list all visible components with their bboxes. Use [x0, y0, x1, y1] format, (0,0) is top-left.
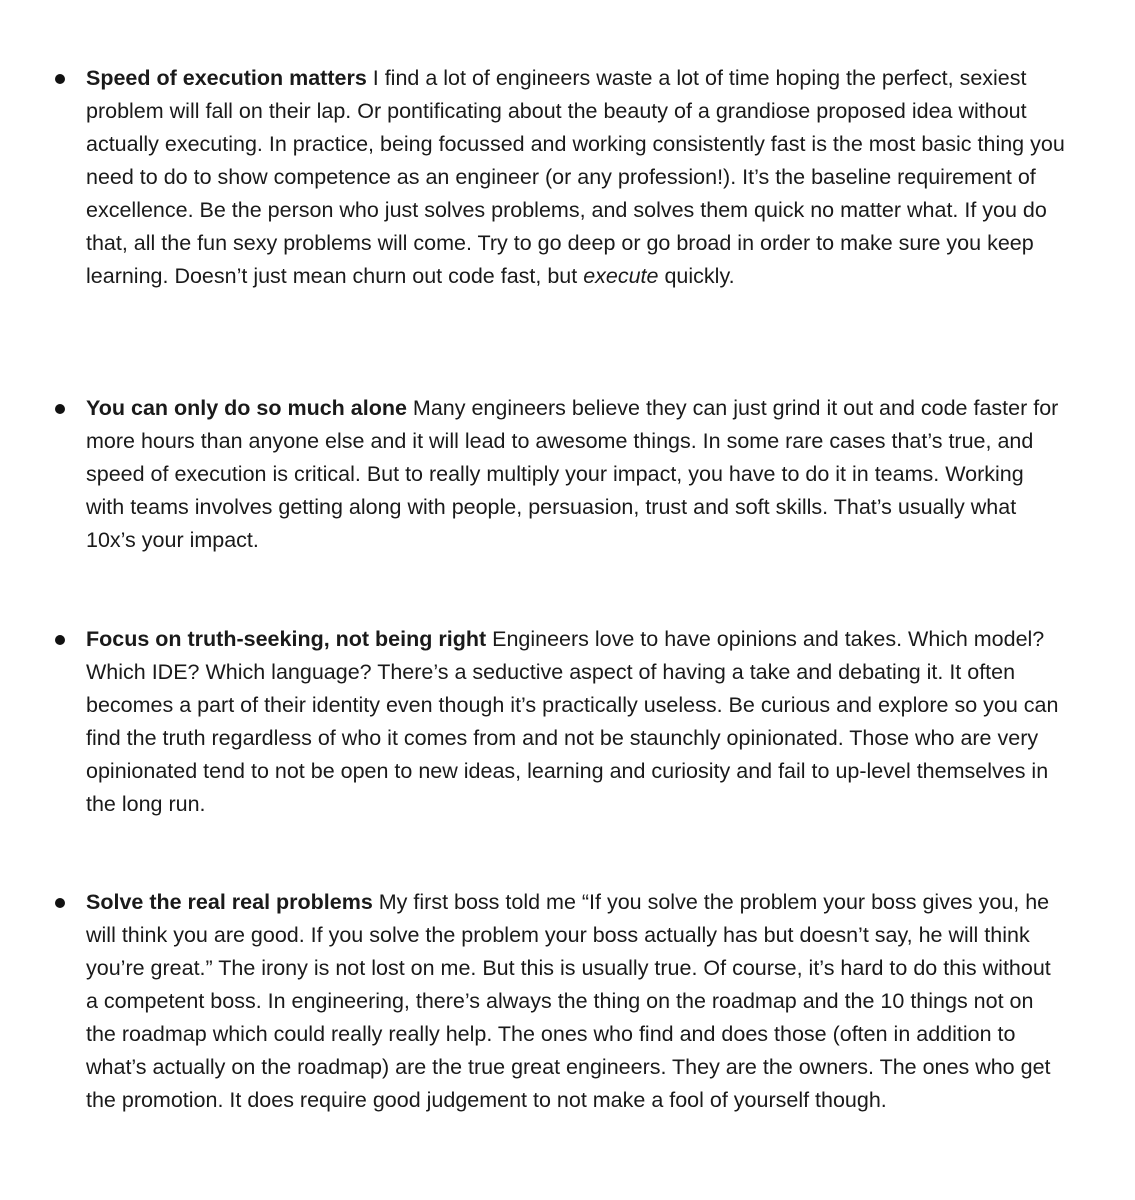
- list-item: [86, 62, 1066, 293]
- item-heading: You can only do so much alone: [86, 396, 407, 420]
- item-heading: Focus on truth-seeking, not being right: [86, 627, 487, 651]
- item-body: Many engineers believe they can just grind it out and code faster for more hours than anyone else and it will lead to awesome things. In some rare cases that’s true, and speed of execution is critical. But to really multiply your impact, you have to do it in teams. Working with teams involves getting along with people, persuasion, trust and soft skills. That’s usually what 10x’s your impact.: [86, 396, 1059, 552]
- item-body: My first boss told me “If you solve the problem your boss gives you, he will think you are good. If you solve the problem your boss actually has but doesn’t say, he will think you’re great.” The irony is not lost on me. But this is usually true. Of course, it’s hard to do this without a competent boss. In engineering, there’s always the thing on the roadmap and the 10 things not on the roadmap which could really really help. The ones who find and does those (often in addition to what’s actually on the roadmap) are the true great engineers. They are the owners. The ones who get the promotion. It does require good judgement to not make a fool of yourself though.: [86, 890, 1051, 1112]
- bullet-icon: [55, 898, 65, 908]
- item-body: I find a lot of engineers waste a lot of time hoping the perfect, sexiest problem will fall on their lap. Or pontificating about the beauty of a grandiose proposed idea without actually executing. In practice, being focussed and working consistently fast is the most basic thing you need to do to show competence as an engineer (or any profession!). It’s the baseline requirement of excellence. Be the person who just solves problems, and solves them quick no matter what. If you do that, all the fun sexy problems will come. Try to go deep or go broad in order to make sure you keep learning. Doesn’t just mean churn out code fast, but: [86, 66, 1065, 288]
- item-heading: Speed of execution matters: [86, 66, 367, 90]
- list-item: [86, 392, 1066, 557]
- item-emphasis: execute: [583, 264, 659, 288]
- bullet-icon: [55, 74, 65, 84]
- list-item: [86, 623, 1066, 821]
- list-item: [86, 886, 1066, 1117]
- bullet-icon: [55, 635, 65, 645]
- bullet-icon: [55, 404, 65, 414]
- item-body: Engineers love to have opinions and takes. Which model? Which IDE? Which language? There’s a seductive aspect of having a take and debating it. It often becomes a part of their identity even though it’s practically useless. Be curious and explore so you can find the truth regardless of who it comes from and not be staunchly opinionated. Those who are very opinionated tend to not be open to new ideas, learning and curiosity and fail to up-level themselves in the long run.: [86, 627, 1059, 816]
- item-heading: Solve the real real problems: [86, 890, 373, 914]
- item-body-end: quickly.: [658, 264, 735, 288]
